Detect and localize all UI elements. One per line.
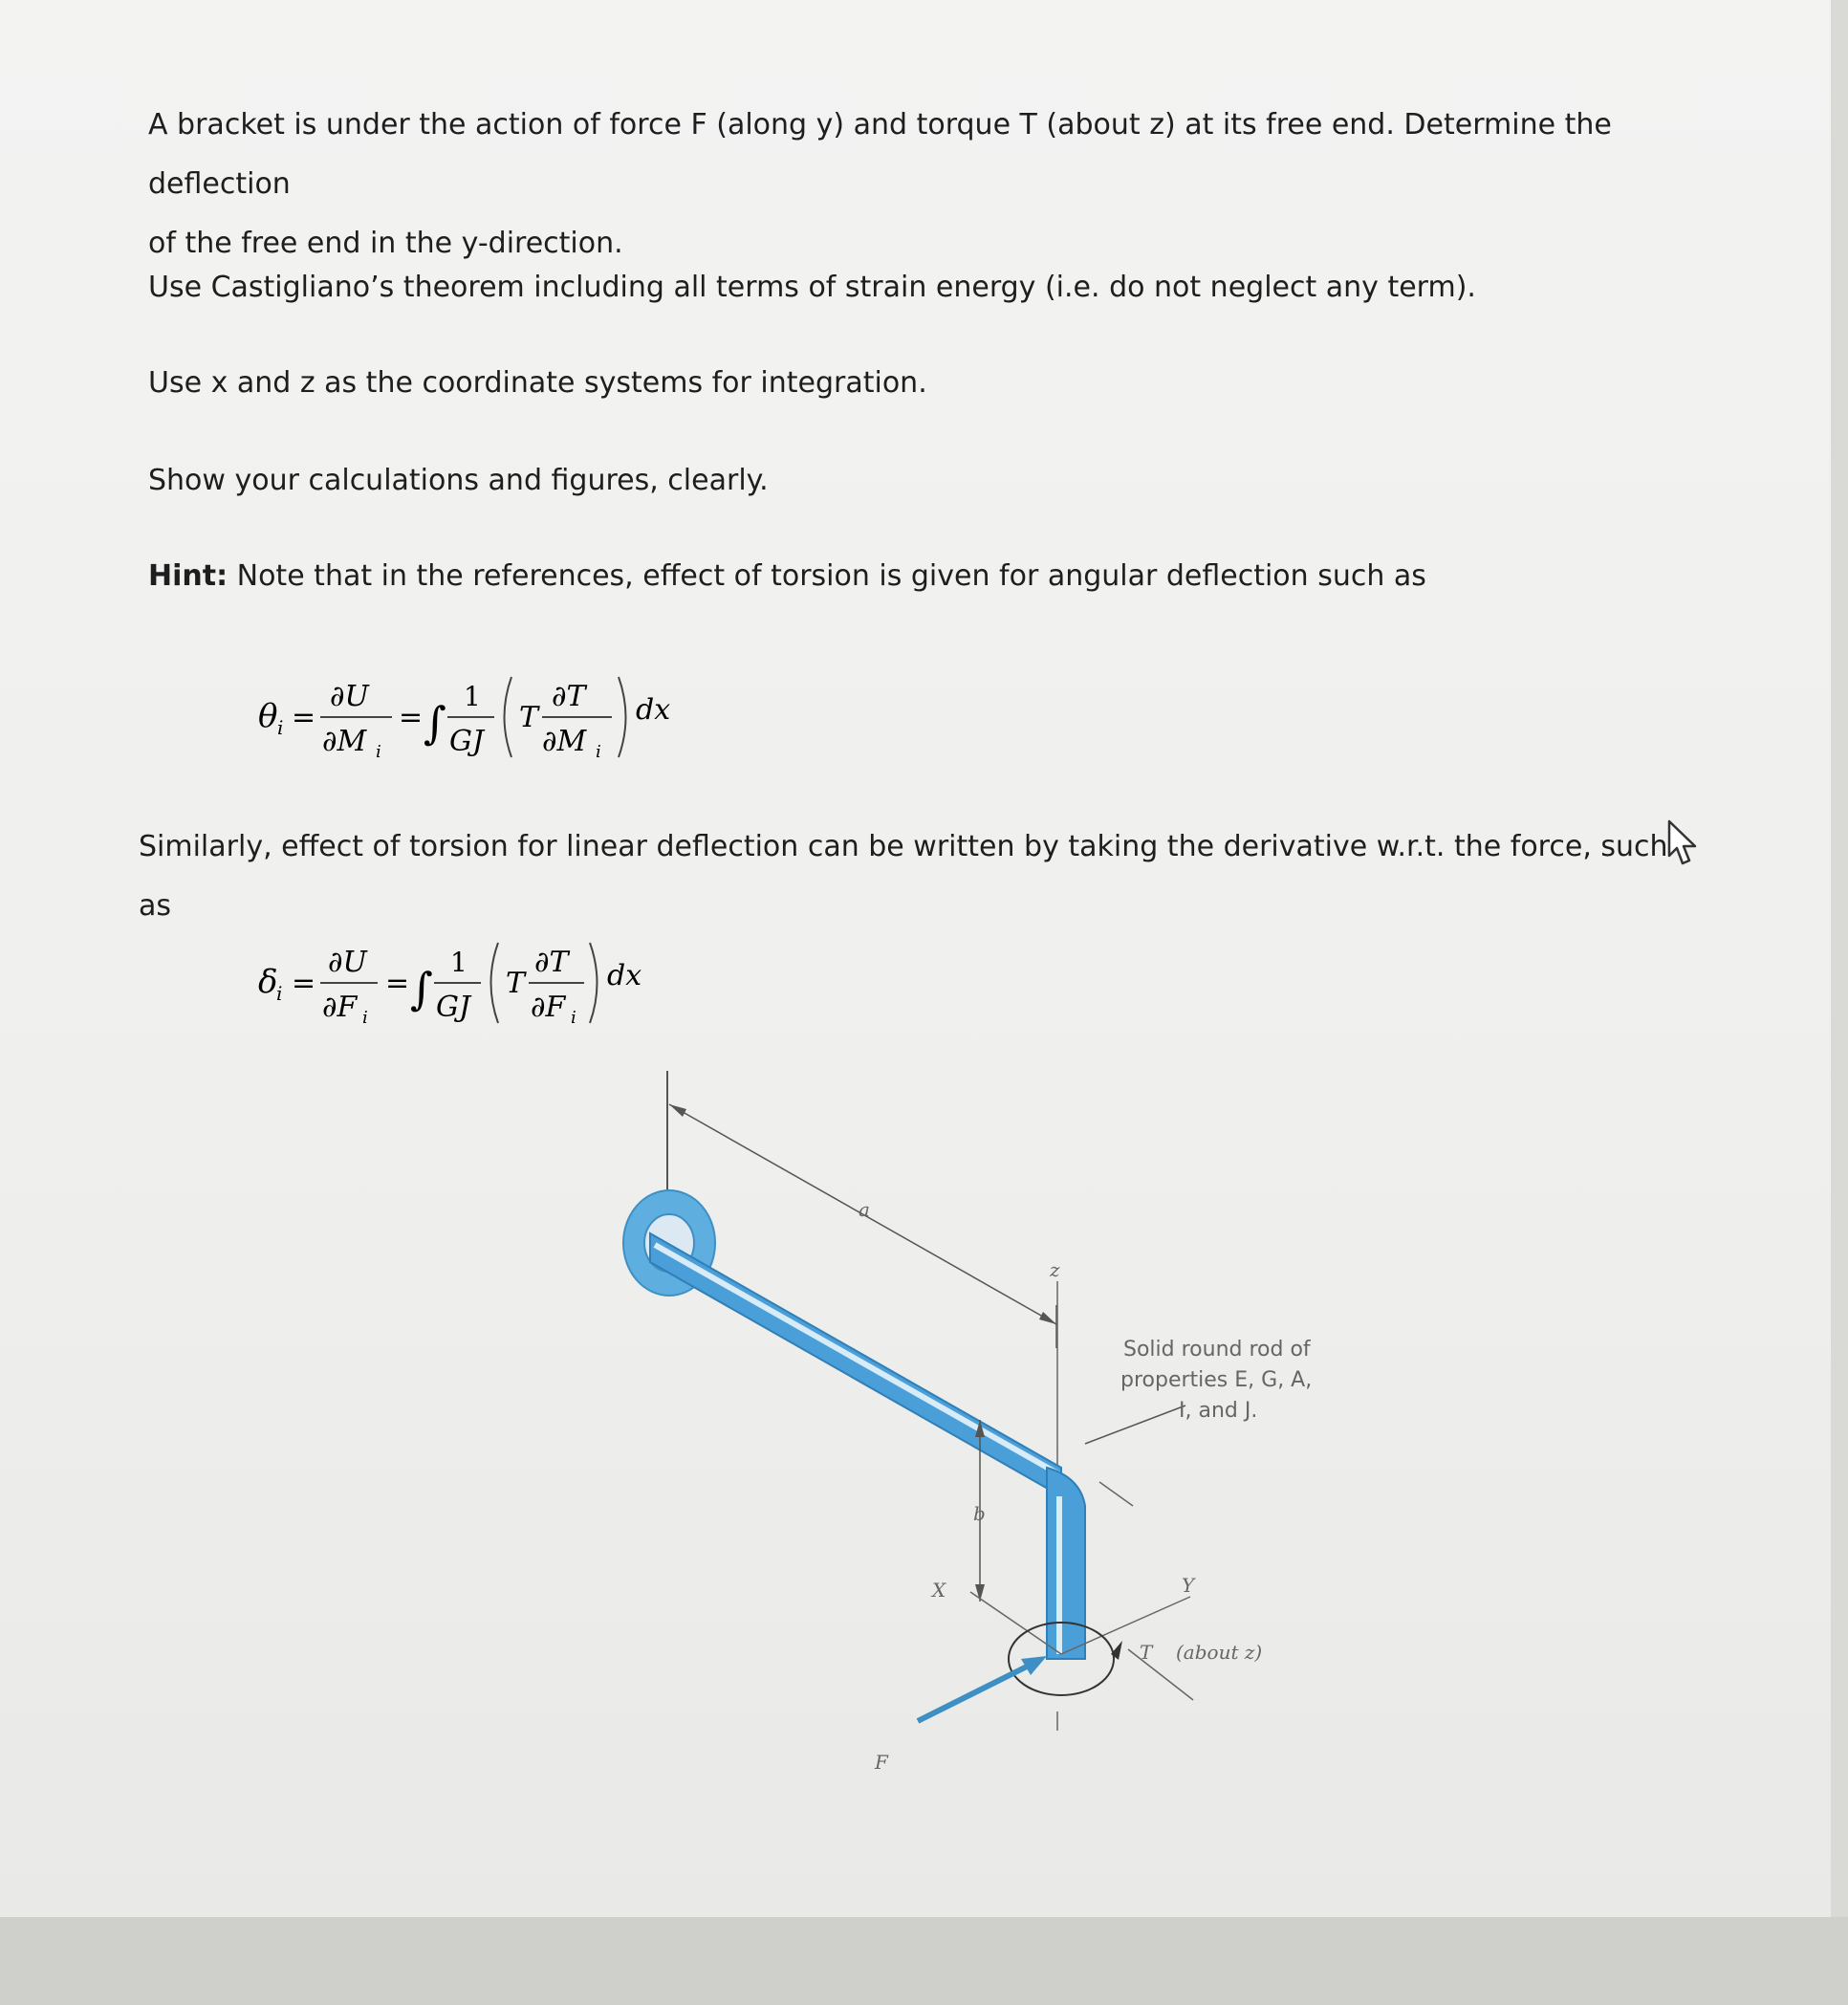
eq1-T: T [519, 701, 539, 734]
coordinate-instruction: Use x and z as the coordinate systems for integration. [148, 366, 927, 400]
eq1-lhs-sub: i [277, 716, 284, 739]
eq2-num2: 1 [450, 947, 467, 978]
label-y: Y [1182, 1574, 1195, 1597]
eq1-num3: ∂T [552, 680, 586, 713]
rod-properties-line-1: Solid round rod of [1123, 1338, 1311, 1362]
eq2-lhs-sub: i [276, 982, 283, 1005]
eq2-den2: GJ [436, 991, 470, 1024]
eq2-den1-sub: i [362, 1008, 368, 1028]
eq1-num1: ∂U [330, 680, 369, 713]
eq2-equals-2: = [385, 967, 410, 1000]
label-a: a [859, 1198, 870, 1221]
hint-paragraph [148, 547, 1678, 606]
rod-properties-line-2: properties E, G, A, [1120, 1368, 1313, 1392]
dimension-a-arrow-end [1039, 1312, 1056, 1324]
show-work-instruction: Show your calculations and figures, clearly. [148, 464, 769, 497]
eq2-integral: ∫ [410, 963, 433, 1014]
eq2-T: T [506, 967, 526, 1000]
rod-arm-a-highlight [655, 1245, 1059, 1474]
eq1-lhs: θ [258, 697, 278, 735]
eq2-den3-sub: i [571, 1008, 576, 1028]
force-arrow-shaft [918, 1664, 1033, 1721]
problem-line-2: of the free end in the y-direction. [148, 227, 623, 260]
dimension-a-arrow-start [669, 1104, 686, 1117]
label-T: T [1140, 1641, 1153, 1664]
bottom-strip [0, 1917, 1848, 2005]
rod-callout-tick [1099, 1482, 1133, 1506]
eq2-num1: ∂U [328, 946, 367, 979]
eq2-right-paren [590, 943, 598, 1023]
eq1-left-paren [505, 677, 512, 757]
hint-text: Note that in the references, effect of torsion is given for angular deflection such as [228, 559, 1426, 593]
label-b: b [973, 1502, 986, 1525]
eq1-den1-sub: i [376, 742, 381, 762]
eq1-integral: ∫ [424, 697, 446, 749]
eq2-den3: ∂F [531, 991, 566, 1024]
rod-leg-b [1047, 1468, 1085, 1659]
hint-label: Hint: [148, 559, 228, 593]
label-x: X [932, 1579, 946, 1602]
eq2-left-paren [491, 943, 499, 1023]
eq2-den1: ∂F [322, 991, 358, 1024]
linear-deflection-equation [253, 926, 693, 1031]
mouse-pointer-icon [1663, 817, 1711, 875]
eq1-equals-2: = [399, 701, 424, 734]
eq1-den3-sub: i [596, 742, 601, 762]
problem-statement [148, 96, 1678, 273]
castigliano-instruction: Use Castigliano’s theorem including all terms of strain energy (i.e. do not neglect any term). [148, 271, 1476, 304]
eq2-num3: ∂T [534, 946, 569, 979]
angular-deflection-equation [253, 660, 693, 765]
bracket-figure [612, 1061, 1377, 1807]
rod-arm-a [650, 1233, 1061, 1496]
eq1-dx: dx [636, 693, 671, 727]
label-T-about: (about z) [1176, 1641, 1263, 1664]
eq1-num2: 1 [464, 681, 481, 712]
label-z: z [1050, 1258, 1060, 1281]
eq1-den3: ∂M [542, 725, 587, 758]
rod-properties-line-3: I, and J. [1179, 1399, 1258, 1423]
eq1-den2: GJ [449, 725, 484, 758]
eq1-equals-1: = [292, 701, 316, 734]
eq1-right-paren [619, 677, 626, 757]
eq2-equals-1: = [292, 967, 316, 1000]
label-F: F [875, 1751, 888, 1774]
rod-callout-leader [1085, 1406, 1185, 1444]
similarly-paragraph: Similarly, effect of torsion for linear deflection can be written by taking the derivative w.r.t. the force, such as [139, 830, 1668, 923]
eq2-lhs: δ [258, 963, 278, 1001]
problem-line-1: A bracket is under the action of force F (along y) and torque T (about z) at its free end. Determine the deflection [148, 108, 1612, 201]
eq1-den1: ∂M [322, 725, 367, 758]
eq2-dx: dx [607, 959, 642, 992]
